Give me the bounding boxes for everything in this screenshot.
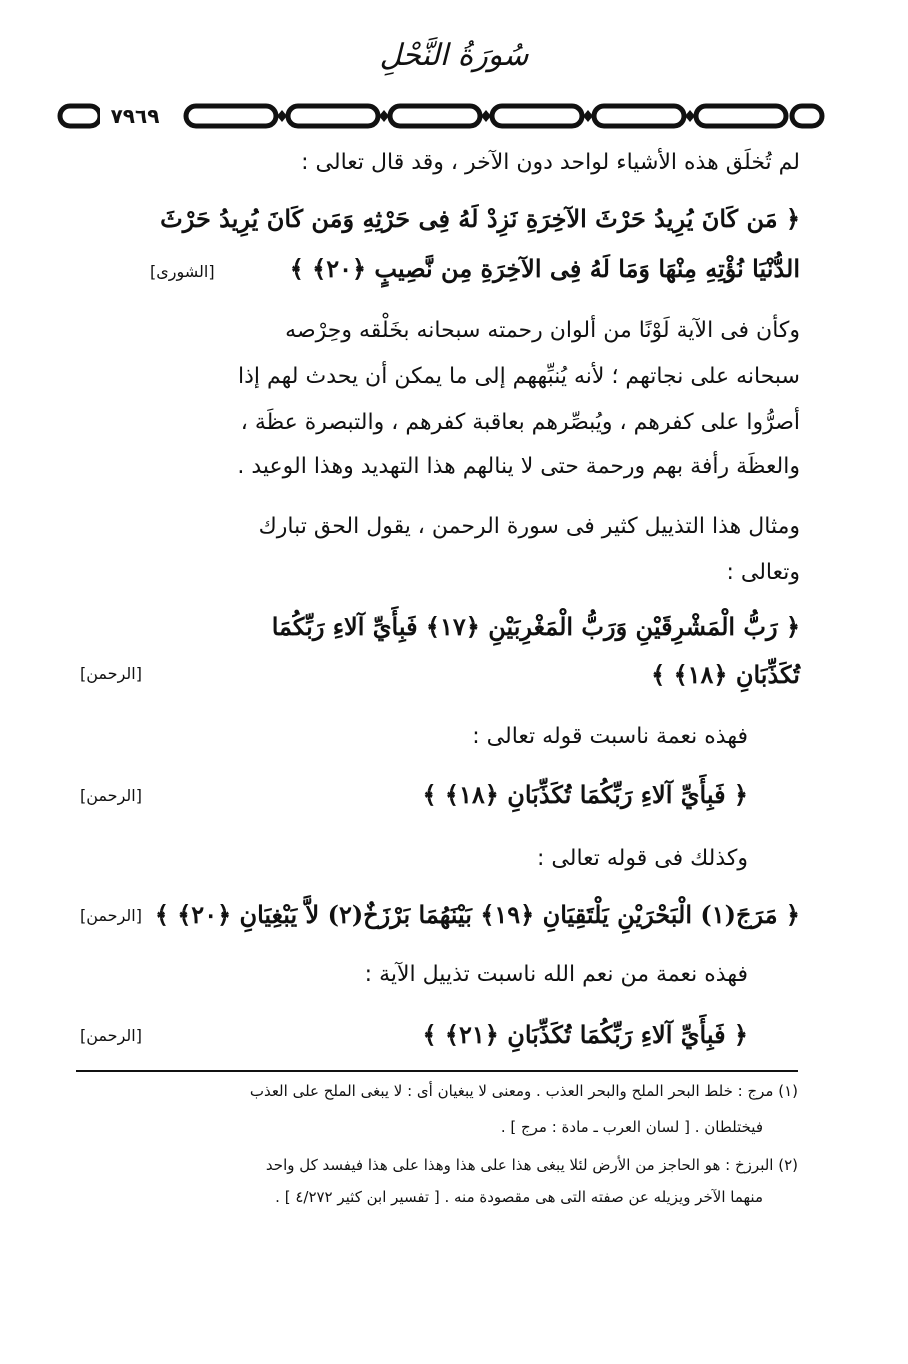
footnote-1-line-1: (١) مرج : خلط البحر الملح والبحر العذب . ومعنى لا يبغيان أى : لا يبغى الملح على العذب bbox=[249, 1082, 798, 1100]
surah-reference: [الرحمن] bbox=[80, 906, 142, 925]
body-line-6: ومثال هذا التذييل كثير فى سورة الرحمن ، يقول الحق تبارك bbox=[258, 514, 800, 539]
footnote-1-line-2: فيختلطان . [ لسان العرب ـ مادة : مرج ] . bbox=[500, 1118, 763, 1136]
surah-reference: [الرحمن] bbox=[80, 1026, 142, 1045]
footnote-2-line-1: (٢) البرزخ : هو الحاجز من الأرض لئلا يبغى هذا على هذا وهذا على هذا فيفسد كل واحد bbox=[265, 1156, 798, 1174]
body-line-7: وتعالى : bbox=[726, 560, 800, 585]
verse-line-2: الدُّنْيَا نُؤْتِهِ مِنْهَا وَمَا لَهُ فِى الآخِرَةِ مِن نَّصِيبٍ ﴿٢٠﴾ ﴾ bbox=[289, 254, 800, 283]
body-line-8: فهذه نعمة ناسبت قوله تعالى : bbox=[472, 724, 748, 749]
body-line-5: والعظَة رأفة بهم ورحمة حتى لا ينالهم هذا التهديد وهذا الوعيد . bbox=[237, 454, 800, 479]
body-line-2: وكأن فى الآية لَوْنًا من ألوان رحمته سبحانه بخَلْقه وحِرْصه bbox=[285, 318, 800, 343]
surah-reference: [الرحمن] bbox=[80, 786, 142, 805]
sura-title: سُورَةُ النَّحْلِ bbox=[379, 38, 529, 73]
body-line-10: فهذه نعمة من نعم الله ناسبت تذييل الآية : bbox=[364, 962, 748, 987]
surah-reference: [الرحمن] bbox=[80, 664, 142, 683]
body-line-4: أصرُّوا على كفرهم ، ويُبصِّرهم بعاقبة كفرهم ، والتبصرة عظَة ، bbox=[240, 410, 800, 435]
body-line-1: لم تُخلَق هذه الأشياء لواحد دون الآخر ، وقد قال تعالى : bbox=[301, 150, 800, 175]
verse-line-7: ﴿ فَبِأَيِّ آلاءِ رَبِّكُمَا تُكَذِّبَانِ ﴿٢١﴾ ﴾ bbox=[422, 1020, 748, 1049]
verse-line-4: تُكَذِّبَانِ ﴿١٨﴾ ﴾ bbox=[651, 660, 800, 689]
verse-line-6: ﴿ مَرَجَ(١) الْبَحْرَيْنِ يَلْتَقِيَانِ ﴿١٩﴾ بَيْنَهُمَا بَرْزَخٌ(٢) لاَّ يَبْغِيَانِ ﴿٢٠﴾ ﴾ bbox=[154, 900, 800, 929]
ornamental-chain-border bbox=[56, 98, 826, 134]
verse-line-1: ﴿ مَن كَانَ يُرِيدُ حَرْثَ الآخِرَةِ نَزِدْ لَهُ فِى حَرْثِهِ وَمَن كَانَ يُرِيدُ حَرْثَ bbox=[160, 204, 800, 233]
page-number: ٧٩٦٩ bbox=[100, 98, 170, 134]
surah-reference: [الشورى] bbox=[150, 262, 215, 281]
verse-line-3: ﴿ رَبُّ الْمَشْرِقَيْنِ وَرَبُّ الْمَغْرِبَيْنِ ﴿١٧﴾ فَبِأَيِّ آلاءِ رَبِّكُمَا bbox=[271, 612, 800, 641]
verse-line-5: ﴿ فَبِأَيِّ آلاءِ رَبِّكُمَا تُكَذِّبَانِ ﴿١٨﴾ ﴾ bbox=[422, 780, 748, 809]
body-line-9: وكذلك فى قوله تعالى : bbox=[537, 846, 748, 871]
body-line-3: سبحانه على نجاتهم ؛ لأنه يُنبِّههم إلى ما يمكن أن يحدث لهم إذا bbox=[237, 364, 800, 389]
footnote-separator bbox=[76, 1070, 798, 1072]
footnote-2-line-2: منهما الآخر ويزيله عن صفته التى هى مقصودة منه . [ تفسير ابن كثير ٤/٢٧٢ ] . bbox=[275, 1188, 763, 1206]
